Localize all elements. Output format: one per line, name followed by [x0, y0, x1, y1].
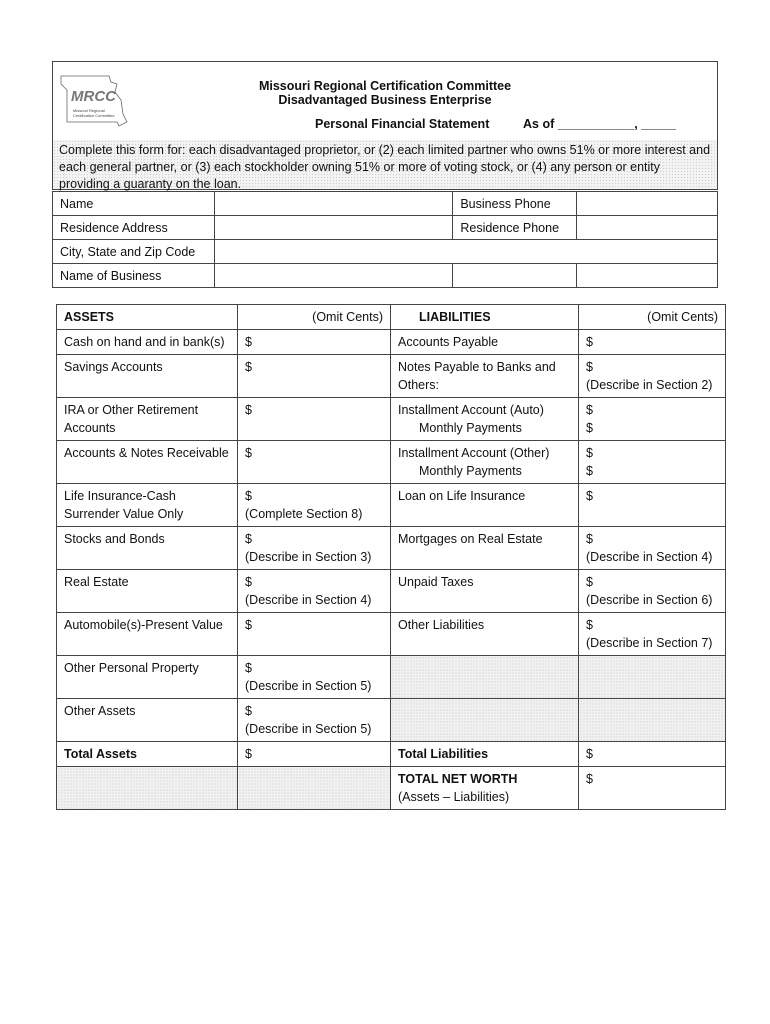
asset-note: (Describe in Section 3): [245, 550, 372, 564]
liability-sublabel: Monthly Payments: [419, 464, 522, 478]
asset-label: Life Insurance-Cash Surrender Value Only: [57, 484, 238, 527]
liabilities-header: LIABILITIES: [391, 305, 579, 330]
liability-label: Installment Account (Other) Monthly Payments: [391, 441, 579, 484]
form-subtitle: Disadvantaged Business Enterprise: [278, 93, 492, 107]
liability-note: (Describe in Section 2): [586, 378, 713, 392]
liability-label: Mortgages on Real Estate: [391, 527, 579, 570]
asset-label: Real Estate: [57, 570, 238, 613]
assets-omit-cents: (Omit Cents): [238, 305, 391, 330]
residence-address-field[interactable]: [214, 216, 453, 240]
shaded-cell: [57, 767, 238, 810]
liability-label: Unpaid Taxes: [391, 570, 579, 613]
business-name-field[interactable]: [214, 264, 453, 288]
asset-label: Other Personal Property: [57, 656, 238, 699]
asset-note: (Complete Section 8): [245, 507, 363, 521]
dollar-sign: $: [586, 360, 593, 374]
liability-value-field[interactable]: $ $: [579, 441, 726, 484]
financial-table: [56, 304, 726, 810]
personal-info-table: [52, 191, 718, 288]
asset-value-field[interactable]: $: [238, 330, 391, 355]
shaded-cell: [579, 699, 726, 742]
total-assets-field[interactable]: $: [238, 742, 391, 767]
business-phone-field[interactable]: [577, 192, 718, 216]
asset-label: Automobile(s)-Present Value: [57, 613, 238, 656]
asset-value-field[interactable]: $: [238, 398, 391, 441]
logo-subtext: Missouri Regional Certification Committee: [73, 108, 115, 118]
asset-label: Cash on hand and in bank(s): [57, 330, 238, 355]
net-worth-field[interactable]: $: [579, 767, 726, 810]
asset-label: Stocks and Bonds: [57, 527, 238, 570]
asset-label: Other Assets: [57, 699, 238, 742]
liability-label: Accounts Payable: [391, 330, 579, 355]
name-label: Name: [53, 192, 215, 216]
statement-title: Personal Financial Statement: [315, 117, 490, 131]
liability-value-field[interactable]: $ (Describe in Section 7): [579, 613, 726, 656]
asset-value-field[interactable]: $: [238, 355, 391, 398]
asset-note: (Describe in Section 5): [245, 679, 372, 693]
instructions: Complete this form for: each disadvantaged proprietor, or (2) each limited partner who owns 51% or more interest and each general partner, or (3) each stockholder owning 51% or more of voting stock, or (4) any person or entity providing a guaranty on the loan.: [52, 140, 718, 190]
city-state-zip-field[interactable]: [214, 240, 717, 264]
residence-phone-field[interactable]: [577, 216, 718, 240]
business-phone-label: Business Phone: [453, 192, 577, 216]
as-of-date-field[interactable]: As of ___________, _____: [523, 117, 676, 131]
residence-phone-label: Residence Phone: [453, 216, 577, 240]
asset-value-field[interactable]: $ (Describe in Section 4): [238, 570, 391, 613]
city-state-zip-label: City, State and Zip Code: [53, 240, 215, 264]
liability-label: Installment Account (Auto) Monthly Payments: [391, 398, 579, 441]
liabilities-omit-cents: (Omit Cents): [579, 305, 726, 330]
liability-sublabel: Monthly Payments: [419, 421, 522, 435]
form-header: [52, 61, 718, 141]
business-name-field-3[interactable]: [577, 264, 718, 288]
liability-value-field[interactable]: $ $: [579, 398, 726, 441]
asset-value-field[interactable]: $: [238, 441, 391, 484]
liability-label: Loan on Life Insurance: [391, 484, 579, 527]
asset-note: (Describe in Section 5): [245, 722, 372, 736]
asset-note: (Describe in Section 4): [245, 593, 372, 607]
business-name-label: Name of Business: [53, 264, 215, 288]
liability-value-field[interactable]: $ (Describe in Section 6): [579, 570, 726, 613]
total-liabilities-field[interactable]: $: [579, 742, 726, 767]
liability-value-field[interactable]: $: [579, 330, 726, 355]
shaded-cell: [579, 656, 726, 699]
asset-label: Accounts & Notes Receivable: [57, 441, 238, 484]
liability-value-field[interactable]: [579, 355, 726, 398]
form-title: Missouri Regional Certification Committee: [258, 79, 512, 93]
asset-label: IRA or Other Retirement Accounts: [57, 398, 238, 441]
logo-text: MRCC: [71, 88, 116, 105]
liability-value-field[interactable]: $ (Describe in Section 4): [579, 527, 726, 570]
total-assets-label: Total Assets: [57, 742, 238, 767]
asset-value-field[interactable]: $ (Describe in Section 5): [238, 699, 391, 742]
liability-note: (Describe in Section 4): [586, 550, 713, 564]
asset-label: Savings Accounts: [57, 355, 238, 398]
liability-value-field[interactable]: $: [579, 484, 726, 527]
liability-note: (Describe in Section 7): [586, 636, 713, 650]
total-liabilities-label: Total Liabilities: [391, 742, 579, 767]
name-field[interactable]: [214, 192, 453, 216]
liability-label: Notes Payable to Banks and Others:: [391, 355, 579, 398]
shaded-cell: [391, 656, 579, 699]
residence-address-label: Residence Address: [53, 216, 215, 240]
asset-value-field[interactable]: $ (Complete Section 8): [238, 484, 391, 527]
liability-note: (Describe in Section 6): [586, 593, 713, 607]
net-worth-label: TOTAL NET WORTH (Assets – Liabilities): [391, 767, 579, 810]
asset-value-field[interactable]: $ (Describe in Section 3): [238, 527, 391, 570]
business-name-field-2[interactable]: [453, 264, 577, 288]
asset-value-field[interactable]: $: [238, 613, 391, 656]
shaded-cell: [238, 767, 391, 810]
shaded-cell: [391, 699, 579, 742]
liability-label: Other Liabilities: [391, 613, 579, 656]
assets-header: ASSETS: [57, 305, 238, 330]
net-worth-sublabel: (Assets – Liabilities): [398, 790, 510, 804]
asset-value-field[interactable]: $ (Describe in Section 5): [238, 656, 391, 699]
